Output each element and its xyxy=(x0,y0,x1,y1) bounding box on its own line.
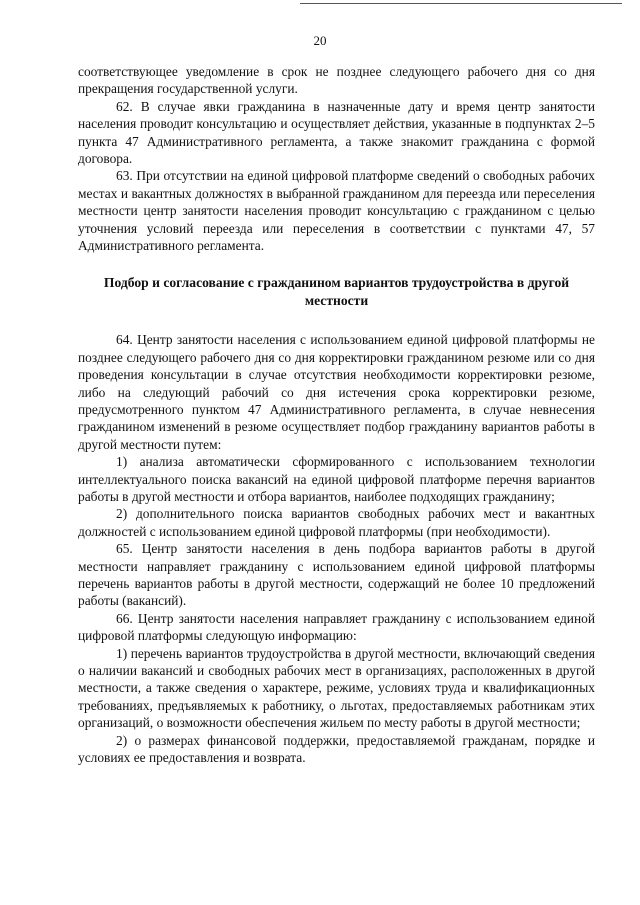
page-number: 20 xyxy=(313,33,327,48)
paragraph-64: 64. Центр занятости населения с использованием единой цифровой платформы не позднее следующего рабочего дня со дня корректировки гражданином резюме или со дня проведения консультации в случае отсутствия необходимости корректировки резюме, либо на следующий рабочий со дня истечения срока корректировки резюме, предусмотренного пунктом 47 Административного регламента, в случае невнесения гражданином изменений в резюме осуществляет подбор гражданину вариантов работы в другой местности путем: xyxy=(78,332,595,452)
document-body xyxy=(78,63,595,766)
header-rule xyxy=(300,3,622,4)
paragraph-66: 66. Центр занятости населения направляет гражданину с использованием единой цифровой платформы следующую информацию: xyxy=(78,610,595,644)
paragraph-66-item-1: 1) перечень вариантов трудоустройства в другой местности, включающий сведения о наличии вакансий и свободных рабочих мест в организациях, расположенных в другой местности, а также сведения о характере, режиме, условиях труда и квалификационных требованиях, предъявляемых к работнику, о льготах, предоставляемых работникам этих организаций, о возможности обеспечения жильем по месту работы в другой местности; xyxy=(78,645,595,731)
paragraph-64-item-2: 2) дополнительного поиска вариантов свободных рабочих мест и вакантных должностей с использованием единой цифровой платформы (при необходимости). xyxy=(78,506,595,539)
paragraph-66-item-2: 2) о размерах финансовой поддержки, предоставляемой гражданам, порядке и условиях ее предоставления и возврата. xyxy=(78,732,595,766)
paragraph-63: 63. При отсутствии на единой цифровой платформе сведений о свободных рабочих местах и вакантных должностях в выбранной гражданином для переезда или переселения местности центр занятости населения проводит консультацию с гражданином с целью уточнения условий переезда или переселения в соответствии с пунктами 47, 57 Административного регламента. xyxy=(78,168,595,254)
paragraph-65: 65. Центр занятости населения в день подбора вариантов работы в другой местности направляет гражданину с использованием единой цифровой платформы перечень вариантов работы в другой местности, содержащий не более 10 предложений работы (вакансий). xyxy=(78,541,595,609)
paragraph-continuation: соответствующее уведомление в срок не позднее следующего рабочего дня со дня прекращения государственной услуги. xyxy=(78,64,595,97)
paragraph-62: 62. В случае явки гражданина в назначенные дату и время центр занятости населения проводит консультацию и осуществляет действия, указанные в подпунктах 2–5 пункта 47 Административного регламента, а также знакомит гражданина с формой договора. xyxy=(78,98,595,167)
paragraph-64-item-1: 1) анализа автоматически сформированного с использованием технологии интеллектуального поиска вакансий на единой цифровой платформе перечня вариантов работы в другой местности и отбора вариантов, наиболее подходящих гражданину; xyxy=(78,454,595,504)
section-heading: Подбор и согласование с гражданином вариантов трудоустройства в другой местности xyxy=(103,275,570,308)
